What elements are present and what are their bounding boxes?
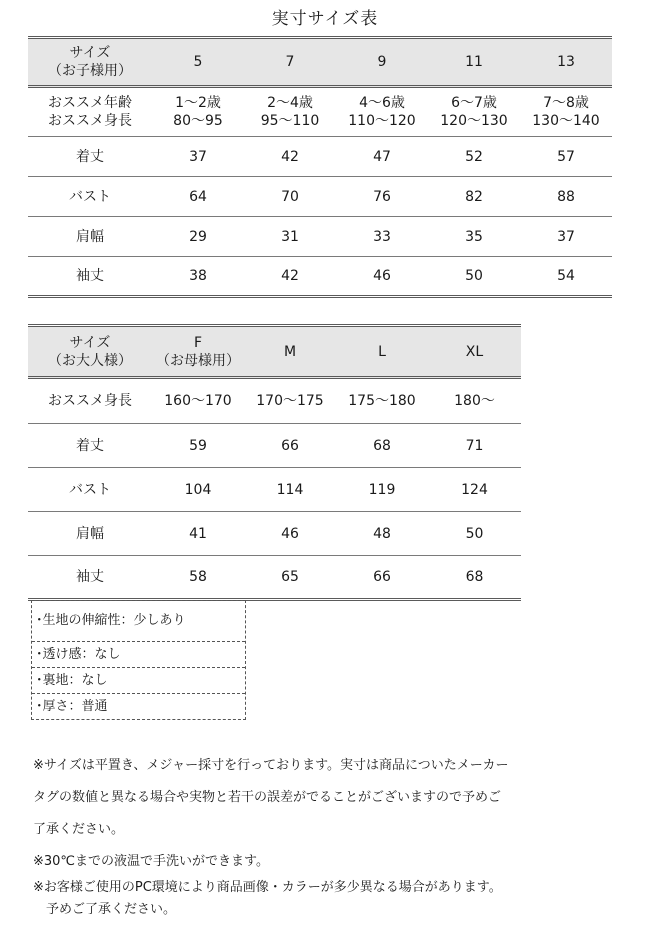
age-range: 1～2歳 (175, 95, 221, 111)
footer-note-line: 了承ください。 (33, 822, 125, 837)
value-cell: 76 (336, 177, 428, 217)
table-row (28, 556, 521, 600)
footer-note-line: ※お客様ご使用のPC環境により商品画像・カラーが多少異なる場合があります。 (33, 880, 502, 895)
size-note: （お母様用） (156, 352, 240, 369)
age-label-line2: おススメ身長 (48, 113, 132, 129)
value-cell: 68 (336, 424, 428, 468)
page-title: 実寸サイズ表 (271, 9, 379, 29)
value-cell: 37 (520, 217, 612, 257)
value-cell: 88 (520, 177, 612, 217)
value-cell: 57 (520, 137, 612, 177)
table-row (28, 468, 521, 512)
value-cell: 114 (244, 468, 336, 512)
value-cell: 180～ (428, 378, 521, 424)
value-cell: 59 (152, 424, 244, 468)
age-range: 4～6歳 (359, 95, 405, 111)
value-cell: 160～170 (152, 378, 244, 424)
value-cell: 50 (428, 512, 521, 556)
value-cell: 54 (520, 257, 612, 297)
note-lining: ･裏地：なし (32, 668, 245, 694)
kids-size-cell: 7 (244, 38, 336, 87)
adults-size-cell (152, 326, 244, 378)
value-cell: 170～175 (244, 378, 336, 424)
table-row (28, 512, 521, 556)
height-range: 130～140 (532, 113, 600, 129)
kids-size-table (28, 36, 612, 298)
value-cell: 41 (152, 512, 244, 556)
footer-note-line: 予めご了承ください。 (33, 902, 177, 917)
value-cell: 65 (244, 556, 336, 600)
value-cell: 42 (244, 137, 336, 177)
adults-size-cell: M (244, 326, 336, 378)
kids-age-cell (520, 87, 612, 137)
value-cell: 37 (152, 137, 244, 177)
fabric-notes (31, 600, 246, 720)
age-range: 6～7歳 (451, 95, 497, 111)
value-cell: 50 (428, 257, 520, 297)
height-range: 120～130 (440, 113, 508, 129)
value-cell: 47 (336, 137, 428, 177)
adults-size-table (28, 324, 521, 601)
table-row (28, 137, 612, 177)
value-cell: 48 (336, 512, 428, 556)
row-label: おススメ身長 (28, 378, 152, 424)
table-row (28, 378, 521, 424)
value-cell: 38 (152, 257, 244, 297)
value-cell: 46 (244, 512, 336, 556)
table-row (28, 424, 521, 468)
size-name: F (193, 334, 203, 351)
kids-header-line1: サイズ (69, 45, 111, 61)
adults-size-cell: XL (428, 326, 521, 378)
adults-size-cell: L (336, 326, 428, 378)
row-label: バスト (28, 468, 152, 512)
row-label: 着丈 (28, 137, 152, 177)
value-cell: 119 (336, 468, 428, 512)
value-cell: 64 (152, 177, 244, 217)
value-cell: 82 (428, 177, 520, 217)
value-cell: 58 (152, 556, 244, 600)
kids-header-label (28, 38, 152, 87)
kids-size-cell: 13 (520, 38, 612, 87)
adults-header-line1: サイズ (69, 334, 111, 351)
age-range: 7～8歳 (543, 95, 589, 111)
value-cell: 52 (428, 137, 520, 177)
value-cell: 46 (336, 257, 428, 297)
row-label: 着丈 (28, 424, 152, 468)
kids-size-cell: 11 (428, 38, 520, 87)
age-range: 2～4歳 (267, 95, 313, 111)
kids-age-cell (428, 87, 520, 137)
value-cell: 68 (428, 556, 521, 600)
value-cell: 71 (428, 424, 521, 468)
note-stretch: ･生地の伸縮性：少しあり (32, 601, 245, 642)
kids-size-cell: 9 (336, 38, 428, 87)
kids-age-label (28, 87, 152, 137)
row-label: バスト (28, 177, 152, 217)
table-row (28, 217, 612, 257)
row-label: 肩幅 (28, 512, 152, 556)
kids-header-line2: （お子様用） (48, 63, 132, 79)
value-cell: 104 (152, 468, 244, 512)
table-row (28, 177, 612, 217)
value-cell: 70 (244, 177, 336, 217)
height-range: 95～110 (260, 113, 320, 129)
footer-note-line: ※30℃までの液温で手洗いができます。 (33, 854, 269, 869)
kids-size-cell: 5 (152, 38, 244, 87)
value-cell: 31 (244, 217, 336, 257)
age-label-line1: おススメ年齢 (48, 95, 132, 111)
height-range: 80～95 (173, 113, 223, 129)
value-cell: 175～180 (336, 378, 428, 424)
footer-note-line: タグの数値と異なる場合や実物と若干の誤差がでることがございますので予めご (33, 790, 502, 805)
row-label: 袖丈 (28, 556, 152, 600)
value-cell: 29 (152, 217, 244, 257)
kids-age-cell (152, 87, 244, 137)
value-cell: 35 (428, 217, 520, 257)
kids-age-cell (336, 87, 428, 137)
value-cell: 42 (244, 257, 336, 297)
adults-header-line2: （お大人様） (48, 352, 132, 369)
note-thickness: ･厚さ：普通 (36, 699, 108, 714)
value-cell: 124 (428, 468, 521, 512)
kids-age-cell (244, 87, 336, 137)
row-label: 袖丈 (28, 257, 152, 297)
adults-header-label (28, 326, 152, 378)
value-cell: 66 (244, 424, 336, 468)
row-label: 肩幅 (28, 217, 152, 257)
value-cell: 66 (336, 556, 428, 600)
footer-note-line: ※サイズは平置き、メジャー採寸を行っております。実寸は商品についたメーカー (33, 758, 509, 773)
height-range: 110～120 (348, 113, 416, 129)
value-cell: 33 (336, 217, 428, 257)
note-sheerness: ･透け感：なし (32, 642, 245, 668)
table-row (28, 257, 612, 297)
